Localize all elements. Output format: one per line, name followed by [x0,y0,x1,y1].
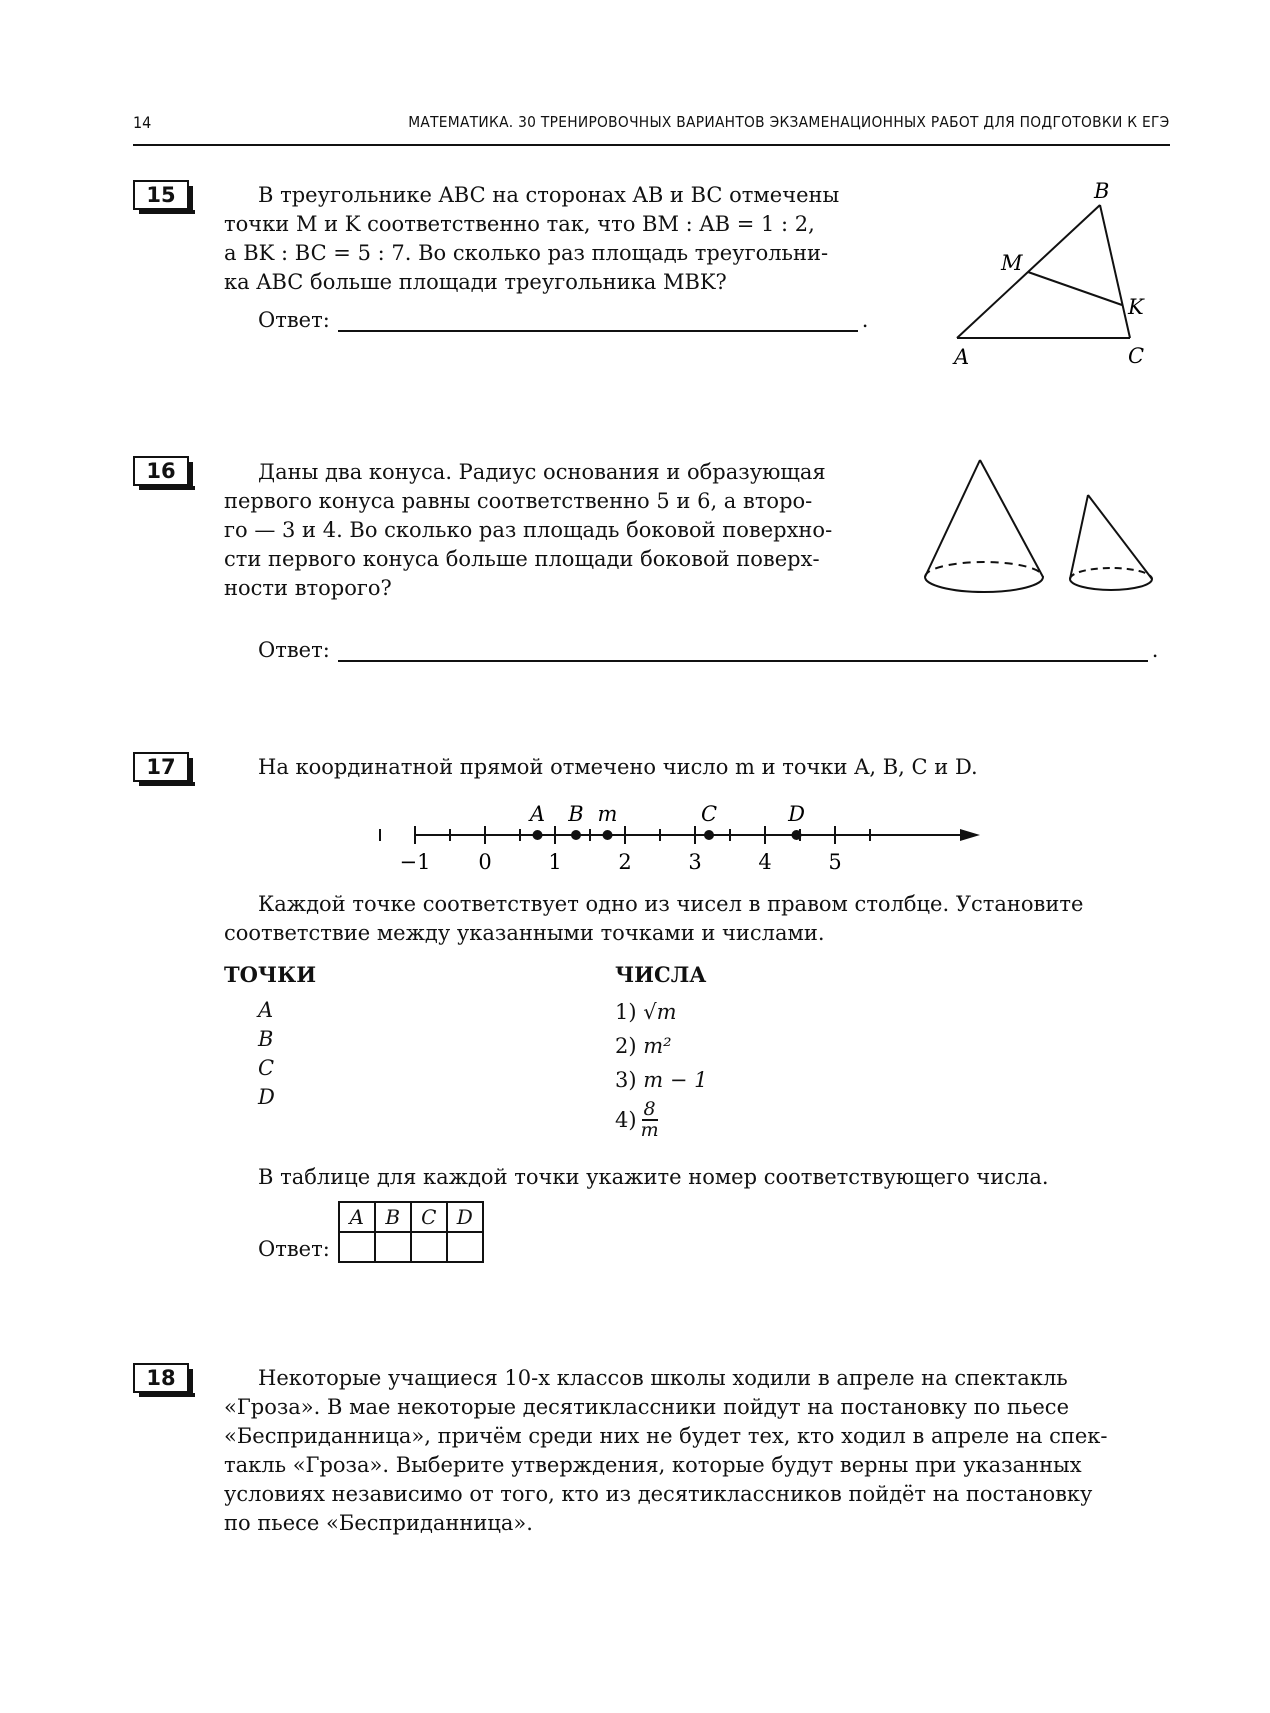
label-k: K [1128,295,1144,319]
point-a-dot [533,830,543,840]
tick-label: 1 [548,850,562,874]
cone2-base-back [1070,568,1152,579]
points-list [258,998,275,1114]
q17-task-line: Каждой точке соответствует одно из чисел в правом столбце. Установите [258,892,1084,916]
header-rule [133,144,1170,146]
q15-line: а BK : BC = 5 : 7. Во сколько раз площадь треугольни- [224,241,829,265]
answer-input-line[interactable] [338,638,1148,662]
q18-line: «Бесприданница», причём среди них не будет тех, кто ходил в апреле на спек- [224,1424,1108,1448]
table-header-d: D [447,1202,483,1232]
point-c-dot [704,830,714,840]
point-item: C [258,1056,275,1080]
number-line [399,795,980,875]
table-header-c: C [411,1202,447,1232]
label-b: B [1094,179,1110,203]
point-a-label: A [529,802,546,826]
answer-label: Ответ: [258,1237,330,1261]
answer-cell-b[interactable] [375,1232,411,1262]
tick-label: 2 [618,850,632,874]
q15-line: В треугольнике ABC на сторонах AB и BC отмечены [258,183,840,207]
points-column-header: ТОЧКИ [224,962,317,987]
point-item: A [258,998,274,1022]
question-18-text [224,1364,1170,1538]
q15-line: точки M и K соответственно так, что BM : AB = 1 : 2, [224,212,815,236]
point-m-label: m [597,802,618,826]
answer-input-line[interactable] [338,308,858,332]
fraction: 8 m [640,1098,659,1141]
point-b-dot [571,830,581,840]
page-number: 14 [133,113,152,132]
point-item: D [258,1085,275,1109]
question-number-18: 18 [133,1363,189,1393]
question-17-task [224,890,1170,948]
question-number-17: 17 [133,752,189,782]
answer-label: Ответ: [258,638,330,662]
label-c: C [1128,344,1145,368]
table-header-b: B [375,1202,411,1232]
label-m: M [1001,251,1023,275]
number-item-4: 4) 8 m [615,1098,659,1141]
point-b-label: B [568,802,584,826]
q18-line: такль «Гроза». Выберите утверждения, которые будут верны при указанных [224,1453,1082,1477]
q16-answer-row: Ответ: . [258,638,1159,662]
q16-line: Даны два конуса. Радиус основания и образующая [258,460,826,484]
cone1-left [925,460,980,577]
triangle-figure [930,175,1170,375]
q16-line: первого конуса равны соответственно 5 и 6, а второ- [224,489,813,513]
cone1-right [980,460,1043,577]
q17-answer-row [258,1201,484,1263]
numbers-column-header: ЧИСЛА [615,962,707,987]
q17-task-line: соответствие между указанными точками и числами. [224,921,825,945]
q15-answer-row: Ответ: . [258,308,869,332]
answer-cell-c[interactable] [411,1232,447,1262]
answer-cell-a[interactable] [339,1232,375,1262]
table-instruction: В таблице для каждой точки укажите номер соответствующего числа. [258,1165,1049,1189]
question-number-15: 15 [133,180,189,210]
q16-line: го — 3 и 4. Во сколько раз площадь боковой поверхно- [224,518,833,542]
q16-line: ности второго? [224,576,392,600]
number-item-1: 1) √m [615,1000,677,1024]
table-header-a: A [339,1202,375,1232]
cone2-left [1070,495,1088,579]
q18-line: условиях независимо от того, кто из десятиклассников пойдёт на постановку [224,1482,1093,1506]
side-bc [1100,205,1130,338]
q18-line: по пьесе «Бесприданница». [224,1511,533,1535]
axis-arrow [960,829,980,841]
numbers-list [615,995,707,1143]
label-a: A [954,345,970,369]
question-17-intro: На координатной прямой отмечено число m и точки A, B, C и D. [258,755,978,779]
cone2-base-front [1070,579,1152,590]
answer-cell-d[interactable] [447,1232,483,1262]
answer-label: Ответ: [258,308,330,332]
point-c-label: C [700,802,718,826]
q18-line: «Гроза». В мае некоторые десятиклассники пойдут на постановку по пьесе [224,1395,1069,1419]
question-16-text [224,458,874,603]
q15-line: ка ABC больше площади треугольника MBK? [224,270,727,294]
cone1-base-back [925,562,1043,577]
tick-label: 5 [828,850,842,874]
segment-mk [1028,272,1122,305]
question-number-16: 16 [133,456,189,486]
tick-label: −1 [399,850,431,874]
cone2-right [1088,495,1152,579]
q16-line: сти первого конуса больше площади боковой поверх- [224,547,820,571]
point-item: B [258,1027,274,1051]
point-m-dot [603,830,613,840]
tick-label: 4 [758,850,772,874]
answer-table [338,1201,484,1263]
q18-line: Некоторые учащиеся 10-х классов школы ходили в апреле на спектакль [258,1366,1068,1390]
running-header-title: МАТЕМАТИКА. 30 ТРЕНИРОВОЧНЫХ ВАРИАНТОВ ЭКЗАМЕНАЦИОННЫХ РАБОТ ДЛЯ ПОДГОТОВКИ К ЕГЭ [408,113,1170,131]
cone1-base-front [925,577,1043,592]
number-item-2: 2) m² [615,1034,672,1058]
tick-label: 3 [688,850,702,874]
point-d-dot [792,830,802,840]
tick-label: 0 [478,850,492,874]
question-15-text [224,181,874,297]
point-d-label: D [788,802,805,826]
cones-figure [920,455,1170,605]
number-item-3: 3) m − 1 [615,1068,708,1092]
